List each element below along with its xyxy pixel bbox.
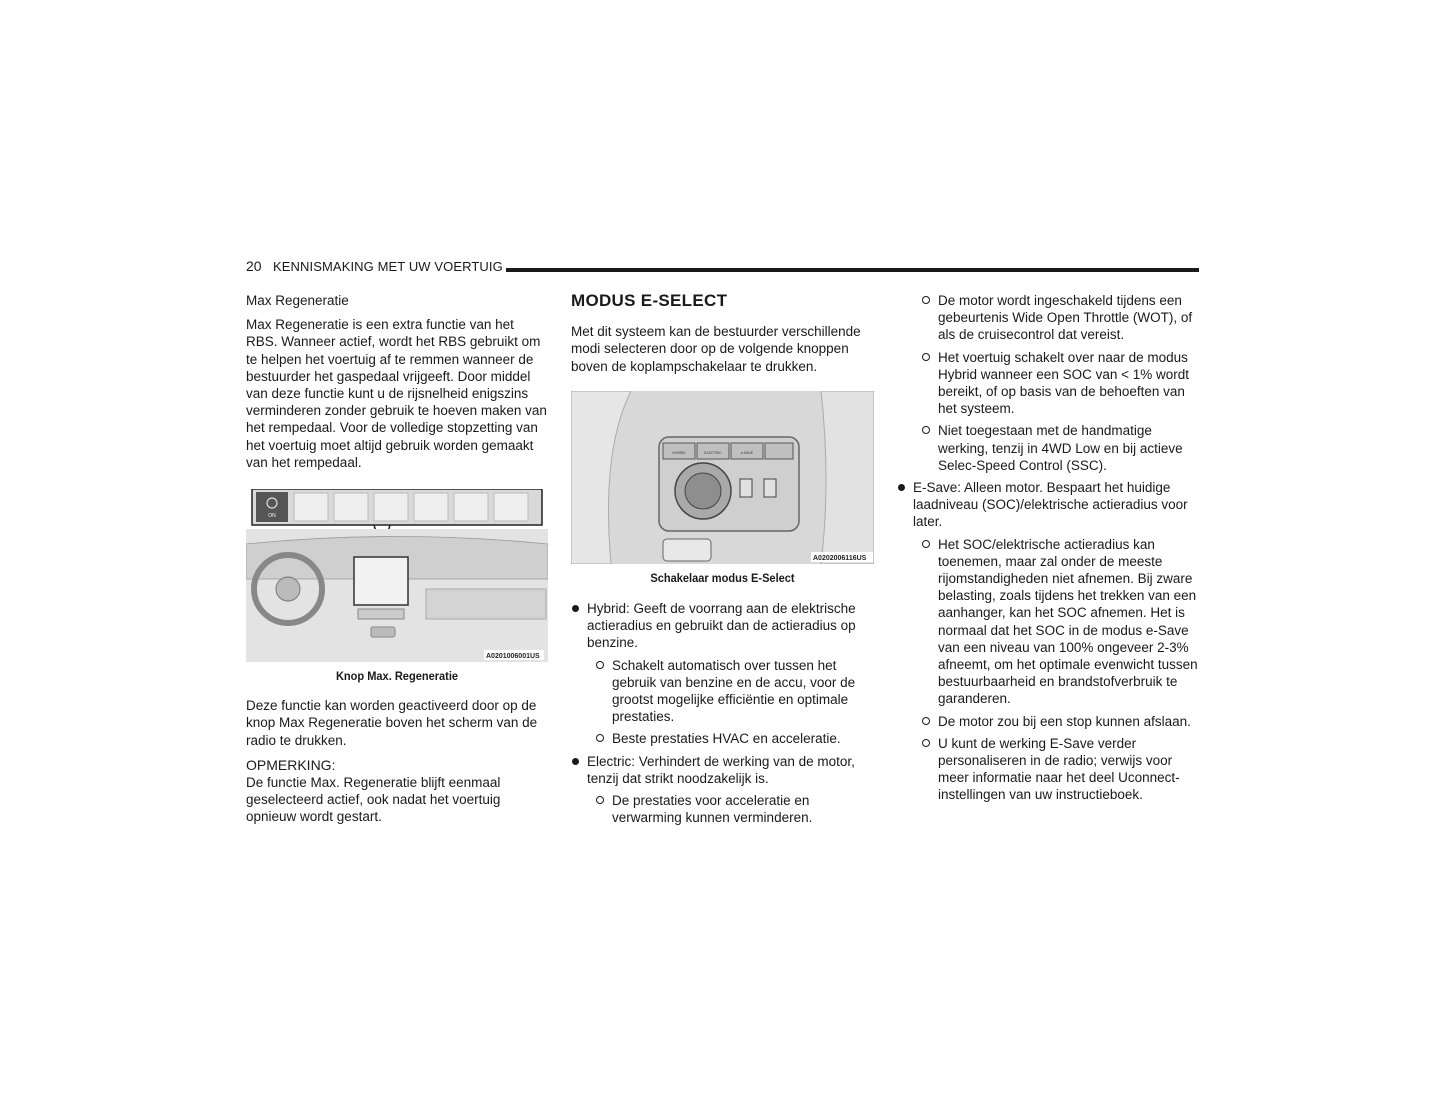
bullet-hybrid: Hybrid: Geeft de voorrang aan de elektrische actieradius en gebruikt dan de actieradius op benzine. (571, 600, 874, 652)
chapter-title: KENNISMAKING MET UW VOERTUIG (273, 259, 503, 274)
column-middle (571, 292, 874, 831)
page-header (246, 258, 1199, 278)
hybrid-button-label: HYBRID (672, 450, 686, 455)
electric-sub-2: De motor wordt ingeschakeld tijdens een gebeurtenis Wide Open Throttle (WOT), of als de cruisecontrol dat vereist. (897, 292, 1200, 344)
page-number: 20 (246, 258, 262, 274)
electric-sub-3: Het voertuig schakelt over naar de modus Hybrid wanneer een SOC van < 1% wordt bereikt, of op basis van de behoeften van het systeem. (897, 349, 1200, 418)
paragraph-e-select-intro: Met dit systeem kan de bestuurder verschillende modi selecteren door op de volgende knoppen boven de koplampschakelaar te drukken. (571, 324, 861, 374)
figure-code-2: A0202006116US (813, 554, 867, 562)
esave-sub-2: De motor zou bij een stop kunnen afslaan. (897, 713, 1200, 730)
figure-caption-2: Schakelaar modus E-Select (650, 570, 795, 585)
column-left (246, 292, 548, 826)
figure-max-regen-button (246, 489, 548, 662)
bullet-dot-icon (572, 758, 579, 765)
subheading-max-regeneratie: Max Regeneratie (246, 293, 349, 308)
bullet-dot-icon (572, 605, 579, 612)
note-text: De functie Max. Regeneratie blijft eenmaal geselecteerd actief, ook nadat het voertuig opnieuw wordt gestart. (246, 775, 501, 825)
electric-button-label: ELECTRIC (704, 450, 722, 455)
hybrid-sub-2: Beste prestaties HVAC en acceleratie. (571, 730, 874, 747)
hybrid-sub-1: Schakelt automatisch over tussen het gebruik van benzine en de accu, voor de grootst mogelijke efficiëntie en optimale prestaties. (571, 657, 874, 726)
section-heading-e-select: MODUS E-SELECT (571, 291, 728, 310)
esave-button-label: e-SAVE (740, 450, 754, 455)
esave-sub-3: U kunt de werking E-Save verder personaliseren in de radio; verwijs voor meer informatie naar het deel Uconnect-instellingen van uw instructieboek. (897, 735, 1200, 804)
sub-bullet-icon (922, 296, 930, 304)
figure-on-label: ON (268, 513, 276, 520)
electric-sub-1: De prestaties voor acceleratie en verwarming kunnen verminderen. (571, 792, 874, 826)
figure-caption-1: Knop Max. Regeneratie (335, 669, 459, 684)
esave-sub-1: Het SOC/elektrische actieradius kan toenemen, maar zal onder de meeste rijomstandigheden niet afnemen. Bij zware belasting, zoals tijdens het trekken van een aanhanger, kan het SOC afnemen. Het is normaal dat het SOC in de modus e-Save van een niveau van 100% ongeveer 2-3% afneemt, om het optimale evenwicht tussen bestuurbaarheid en brandstofverbruik te garanderen. (897, 536, 1200, 708)
header-rule (506, 268, 1199, 272)
bullet-dot-icon (898, 484, 905, 491)
electric-sub-4: Niet toegestaan met de handmatige werking, tenzij in 4WD Low en bij actieve Selec-Speed Control (SSC). (897, 422, 1200, 474)
note-heading: OPMERKING: (246, 756, 336, 773)
figure-code-1: A0201006001US (486, 653, 540, 661)
sub-bullet-icon (596, 661, 604, 669)
dashboard-illustration (246, 489, 548, 662)
paragraph-intro: Max Regeneratie is een extra functie van het RBS. Wanneer actief, wordt het RBS gebruikt om te helpen het voertuig af te remmen wanneer de bestuurder het gaspedaal vrijgeeft. Door middel van deze functie kunt u de rijsnelheid enigszins verminderen zonder gebruik te hoeven maken van het rempedaal. Voor de volledige stopzetting van het voertuig moet altijd gebruik worden gemaakt van het rempedaal. (246, 317, 547, 470)
sub-bullet-icon (922, 426, 930, 434)
bullet-electric: Electric: Verhindert de werking van de motor, tenzij dat strikt noodzakelijk is. (571, 753, 874, 787)
sub-bullet-icon (596, 734, 604, 742)
sub-bullet-icon (922, 353, 930, 361)
bullet-esave: E-Save: Alleen motor. Bespaart het huidige laadniveau (SOC)/elektrische actieradius voor later. (897, 479, 1200, 531)
sub-bullet-icon (922, 540, 930, 548)
sub-bullet-icon (922, 739, 930, 747)
column-right (897, 292, 1200, 809)
switch-illustration (571, 391, 874, 564)
figure-e-select-switch (571, 391, 874, 564)
sub-bullet-icon (922, 717, 930, 725)
sub-bullet-icon (596, 796, 604, 804)
paragraph-activation: Deze functie kan worden geactiveerd door op de knop Max Regeneratie boven het scherm van de radio te drukken. (246, 698, 538, 748)
